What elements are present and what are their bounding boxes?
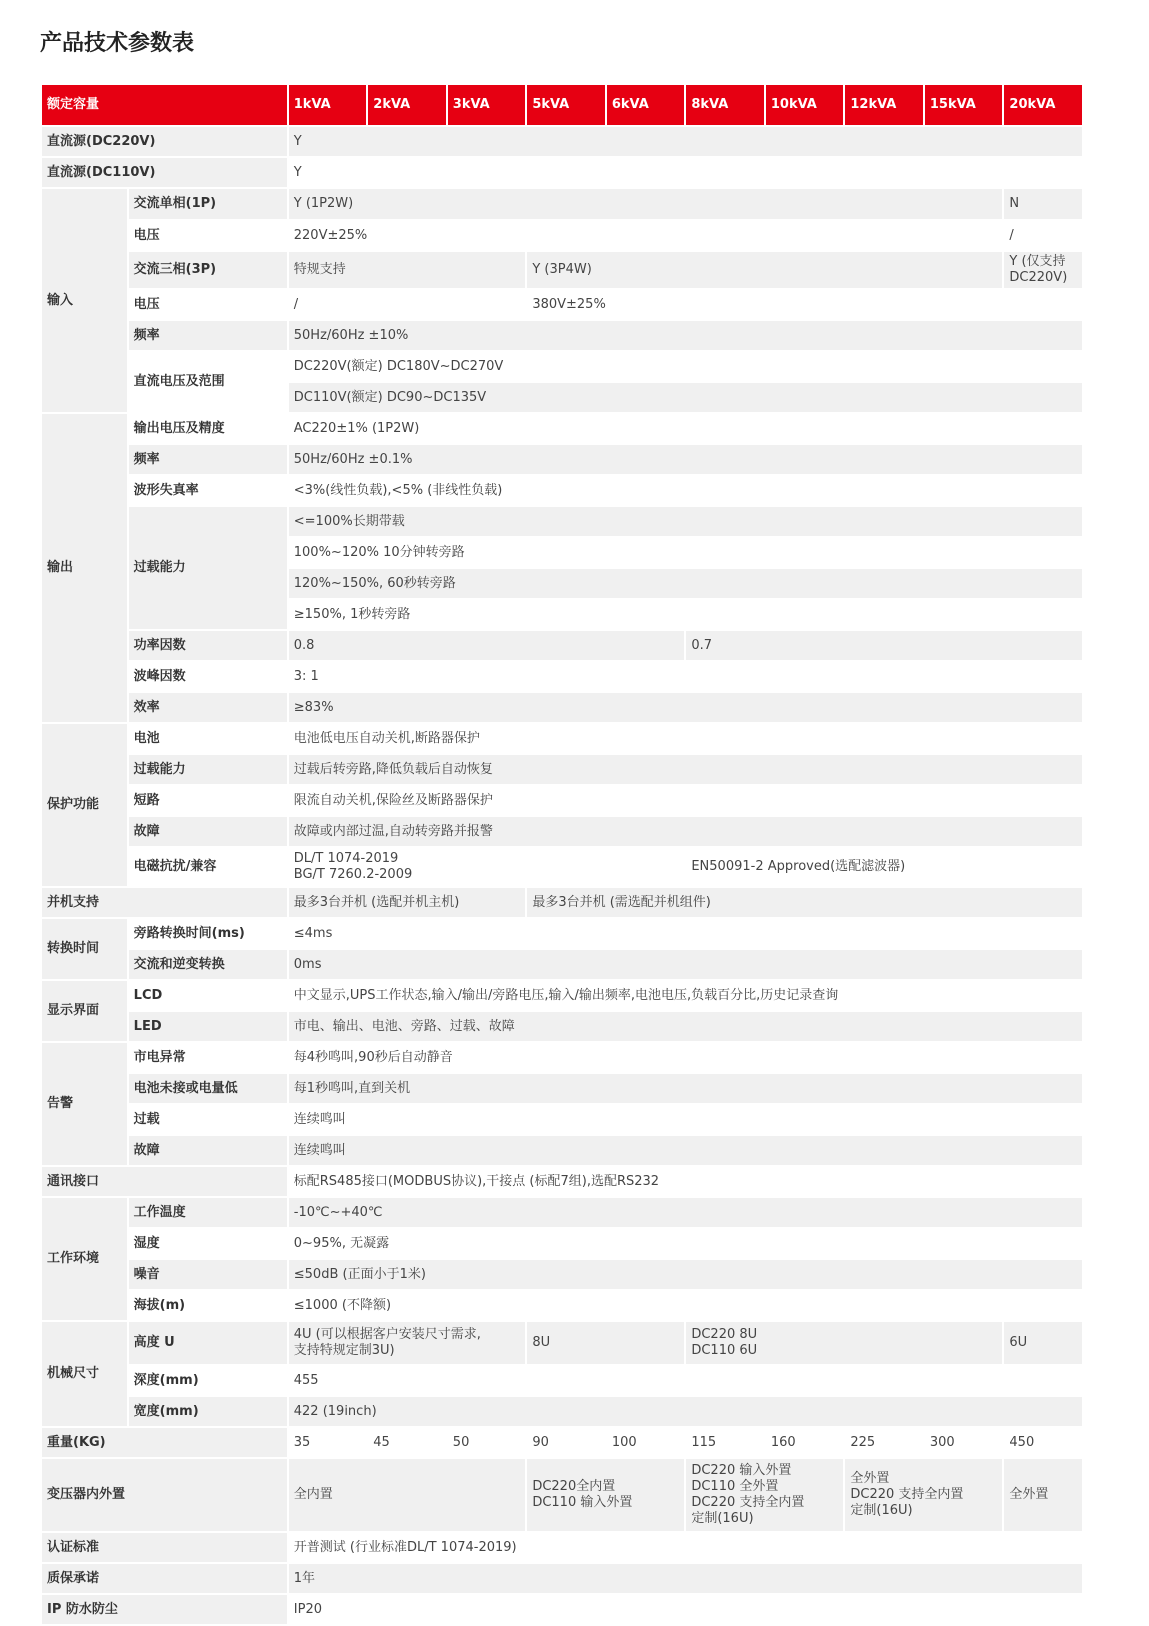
row-label: 过载能力 bbox=[129, 755, 287, 784]
row-value: 每1秒鸣叫,直到关机 bbox=[289, 1074, 1082, 1103]
row-value: 45 bbox=[368, 1428, 446, 1457]
row-label: 海拔(m) bbox=[129, 1291, 287, 1320]
row-value: DC220 输入外置 DC110 全外置 DC220 支持全内置 定制(16U) bbox=[686, 1459, 843, 1531]
row-value: N bbox=[1004, 189, 1082, 219]
row-label: 电池 bbox=[129, 724, 287, 753]
row-value: / bbox=[289, 290, 526, 319]
row-value: / bbox=[1004, 221, 1082, 250]
row-value: 过载后转旁路,降低负载后自动恢复 bbox=[289, 755, 1082, 784]
row-value: 特规支持 bbox=[289, 252, 526, 288]
row-label: 湿度 bbox=[129, 1229, 287, 1258]
table-row bbox=[42, 1043, 1082, 1072]
row-value: 最多3台并机 (选配并机主机) bbox=[289, 888, 526, 917]
table-row bbox=[42, 1366, 1082, 1395]
header-capacity: 2kVA bbox=[368, 85, 446, 125]
row-value: 限流自动关机,保险丝及断路器保护 bbox=[289, 786, 1082, 815]
row-value: Y (1P2W) bbox=[289, 189, 1003, 219]
row-value: 4U (可以根据客户安装尺寸需求, 支持特规定制3U) bbox=[289, 1322, 526, 1364]
row-value: 连续鸣叫 bbox=[289, 1105, 1082, 1134]
row-label: 频率 bbox=[129, 321, 287, 350]
table-row bbox=[42, 476, 1082, 505]
row-value: 全外置 DC220 支持全内置 定制(16U) bbox=[845, 1459, 1002, 1531]
row-category: 认证标准 bbox=[42, 1533, 287, 1562]
row-label: 电压 bbox=[129, 290, 287, 319]
row-value: 最多3台并机 (需选配并机组件) bbox=[527, 888, 1082, 917]
row-value: 450 bbox=[1004, 1428, 1082, 1457]
table-row bbox=[42, 1564, 1082, 1593]
row-category: 直流源(DC110V) bbox=[42, 158, 287, 187]
table-row bbox=[42, 1260, 1082, 1289]
spec-body bbox=[42, 127, 1082, 1624]
row-value: 0.8 bbox=[289, 631, 685, 660]
row-value: 中文显示,UPS工作状态,输入/输出/旁路电压,输入/输出频率,电池电压,负载百分比,历史记录查询 bbox=[289, 981, 1082, 1010]
header-capacity: 10kVA bbox=[766, 85, 844, 125]
row-value: 全外置 bbox=[1004, 1459, 1082, 1531]
row-value: Y bbox=[289, 158, 1082, 187]
row-value: 连续鸣叫 bbox=[289, 1136, 1082, 1165]
table-row bbox=[42, 445, 1082, 474]
row-value: IP20 bbox=[289, 1595, 1082, 1624]
header-capacity: 5kVA bbox=[527, 85, 605, 125]
row-value: 455 bbox=[289, 1366, 1082, 1395]
row-value: ≥83% bbox=[289, 693, 1082, 722]
row-category: 直流源(DC220V) bbox=[42, 127, 287, 156]
row-label: 输出电压及精度 bbox=[129, 414, 287, 443]
row-category: 变压器内外置 bbox=[42, 1459, 287, 1531]
row-label: 电磁抗扰/兼容 bbox=[129, 848, 287, 886]
row-label: 宽度(mm) bbox=[129, 1397, 287, 1426]
table-row bbox=[42, 1428, 1082, 1457]
row-value: 220V±25% bbox=[289, 221, 1003, 250]
row-label: 电池未接或电量低 bbox=[129, 1074, 287, 1103]
table-row bbox=[42, 631, 1082, 660]
table-row bbox=[42, 786, 1082, 815]
table-row bbox=[42, 290, 1082, 319]
row-label: 高度 U bbox=[129, 1322, 287, 1364]
row-value: 380V±25% bbox=[527, 290, 1082, 319]
row-category: 转换时间 bbox=[42, 919, 127, 979]
spec-table bbox=[40, 83, 1084, 1626]
table-row bbox=[42, 158, 1082, 187]
row-value: 3: 1 bbox=[289, 662, 1082, 691]
row-value: 50Hz/60Hz ±10% bbox=[289, 321, 1082, 350]
row-category: IP 防水防尘 bbox=[42, 1595, 287, 1624]
header-row bbox=[42, 85, 1082, 125]
table-row bbox=[42, 919, 1082, 948]
header-capacity: 20kVA bbox=[1004, 85, 1082, 125]
row-label: 故障 bbox=[129, 1136, 287, 1165]
row-label: 过载 bbox=[129, 1105, 287, 1134]
row-value: 0.7 bbox=[686, 631, 1082, 660]
table-row bbox=[42, 414, 1082, 443]
row-value: 225 bbox=[845, 1428, 923, 1457]
row-value: 开普测试 (行业标准DL/T 1074-2019) bbox=[289, 1533, 1082, 1562]
row-value: 8U bbox=[527, 1322, 684, 1364]
row-label: 噪音 bbox=[129, 1260, 287, 1289]
row-value: EN50091-2 Approved(选配滤波器) bbox=[686, 848, 1082, 886]
row-value: DC220全内置 DC110 输入外置 bbox=[527, 1459, 684, 1531]
table-row bbox=[42, 1229, 1082, 1258]
table-row bbox=[42, 1074, 1082, 1103]
row-label: 波峰因数 bbox=[129, 662, 287, 691]
row-value: 6U bbox=[1004, 1322, 1082, 1364]
row-value: 市电、输出、电池、旁路、过载、故障 bbox=[289, 1012, 1082, 1041]
row-value: -10℃~+40℃ bbox=[289, 1198, 1082, 1227]
row-value: 422 (19inch) bbox=[289, 1397, 1082, 1426]
row-value: 0~95%, 无凝露 bbox=[289, 1229, 1082, 1258]
table-row bbox=[42, 1322, 1082, 1364]
table-row bbox=[42, 1105, 1082, 1134]
header-capacity: 1kVA bbox=[289, 85, 367, 125]
header-capacity: 6kVA bbox=[607, 85, 685, 125]
table-row bbox=[42, 724, 1082, 753]
row-value: DC110V(额定) DC90~DC135V bbox=[289, 383, 1082, 412]
table-row bbox=[42, 1291, 1082, 1320]
row-value: 115 bbox=[686, 1428, 764, 1457]
table-row bbox=[42, 352, 1082, 381]
row-value: Y (3P4W) bbox=[527, 252, 1002, 288]
row-value: 故障或内部过温,自动转旁路并报警 bbox=[289, 817, 1082, 846]
header-capacity: 8kVA bbox=[686, 85, 764, 125]
row-value: 100 bbox=[607, 1428, 685, 1457]
row-value: 50Hz/60Hz ±0.1% bbox=[289, 445, 1082, 474]
row-label: 直流电压及范围 bbox=[129, 352, 287, 412]
table-row bbox=[42, 1595, 1082, 1624]
row-value: 120%~150%, 60秒转旁路 bbox=[289, 569, 1082, 598]
row-value: 每4秒鸣叫,90秒后自动静音 bbox=[289, 1043, 1082, 1072]
row-value: 300 bbox=[925, 1428, 1003, 1457]
row-value: 电池低电压自动关机,断路器保护 bbox=[289, 724, 1082, 753]
table-row bbox=[42, 817, 1082, 846]
row-label: 故障 bbox=[129, 817, 287, 846]
row-category: 输入 bbox=[42, 189, 127, 412]
row-value: <=100%长期带载 bbox=[289, 507, 1082, 536]
row-value: DC220V(额定) DC180V~DC270V bbox=[289, 352, 1082, 381]
row-category: 工作环境 bbox=[42, 1198, 127, 1320]
row-value: 90 bbox=[527, 1428, 605, 1457]
table-row bbox=[42, 221, 1082, 250]
table-row bbox=[42, 1533, 1082, 1562]
row-label: LED bbox=[129, 1012, 287, 1041]
row-category: 质保承诺 bbox=[42, 1564, 287, 1593]
row-category: 显示界面 bbox=[42, 981, 127, 1041]
row-value: ≤1000 (不降额) bbox=[289, 1291, 1082, 1320]
table-row bbox=[42, 1136, 1082, 1165]
header-capacity: 3kVA bbox=[448, 85, 526, 125]
row-label: 频率 bbox=[129, 445, 287, 474]
table-row bbox=[42, 981, 1082, 1010]
row-value: 0ms bbox=[289, 950, 1082, 979]
row-label: 过载能力 bbox=[129, 507, 287, 629]
row-label: 交流三相(3P) bbox=[129, 252, 287, 288]
row-category: 通讯接口 bbox=[42, 1167, 287, 1196]
row-value: Y (仅支持DC220V) bbox=[1004, 252, 1082, 288]
header-label: 额定容量 bbox=[42, 85, 287, 125]
table-row bbox=[42, 507, 1082, 536]
table-row bbox=[42, 1167, 1082, 1196]
row-label: LCD bbox=[129, 981, 287, 1010]
row-value: AC220±1% (1P2W) bbox=[289, 414, 1082, 443]
row-category: 输出 bbox=[42, 414, 127, 722]
header-capacity: 12kVA bbox=[845, 85, 923, 125]
row-label: 波形失真率 bbox=[129, 476, 287, 505]
header-capacity: 15kVA bbox=[925, 85, 1003, 125]
row-category: 保护功能 bbox=[42, 724, 127, 886]
table-row bbox=[42, 662, 1082, 691]
row-category: 并机支持 bbox=[42, 888, 287, 917]
row-label: 深度(mm) bbox=[129, 1366, 287, 1395]
row-label: 短路 bbox=[129, 786, 287, 815]
table-row bbox=[42, 693, 1082, 722]
row-label: 市电异常 bbox=[129, 1043, 287, 1072]
table-row bbox=[42, 755, 1082, 784]
table-row bbox=[42, 1012, 1082, 1041]
row-category: 告警 bbox=[42, 1043, 127, 1165]
row-label: 功率因数 bbox=[129, 631, 287, 660]
row-value: ≥150%, 1秒转旁路 bbox=[289, 600, 1082, 629]
row-category: 重量(KG) bbox=[42, 1428, 287, 1457]
row-value: 1年 bbox=[289, 1564, 1082, 1593]
table-row bbox=[42, 1397, 1082, 1426]
table-row bbox=[42, 1459, 1082, 1531]
row-value: ≤50dB (正面小于1米) bbox=[289, 1260, 1082, 1289]
row-label: 旁路转换时间(ms) bbox=[129, 919, 287, 948]
row-label: 交流和逆变转换 bbox=[129, 950, 287, 979]
row-value: 100%~120% 10分钟转旁路 bbox=[289, 538, 1082, 567]
table-row bbox=[42, 189, 1082, 219]
table-row bbox=[42, 848, 1082, 886]
page-title: 产品技术参数表 bbox=[40, 31, 195, 56]
table-row bbox=[42, 1198, 1082, 1227]
row-value: 50 bbox=[448, 1428, 526, 1457]
row-value: ≤4ms bbox=[289, 919, 1082, 948]
row-label: 效率 bbox=[129, 693, 287, 722]
row-value: 全内置 bbox=[289, 1459, 526, 1531]
row-value: 35 bbox=[289, 1428, 367, 1457]
table-row bbox=[42, 888, 1082, 917]
row-value: 160 bbox=[766, 1428, 844, 1457]
row-category: 机械尺寸 bbox=[42, 1322, 127, 1426]
row-value: DL/T 1074-2019 BG/T 7260.2-2009 bbox=[289, 848, 685, 886]
row-label: 工作温度 bbox=[129, 1198, 287, 1227]
row-label: 交流单相(1P) bbox=[129, 189, 287, 219]
row-value: 标配RS485接口(MODBUS协议),干接点 (标配7组),选配RS232 bbox=[289, 1167, 1082, 1196]
table-row bbox=[42, 321, 1082, 350]
row-value: DC220 8U DC110 6U bbox=[686, 1322, 1002, 1364]
table-row bbox=[42, 127, 1082, 156]
row-value: <3%(线性负载),<5% (非线性负载) bbox=[289, 476, 1082, 505]
row-label: 电压 bbox=[129, 221, 287, 250]
table-row bbox=[42, 950, 1082, 979]
table-row bbox=[42, 252, 1082, 288]
row-value: Y bbox=[289, 127, 1082, 156]
